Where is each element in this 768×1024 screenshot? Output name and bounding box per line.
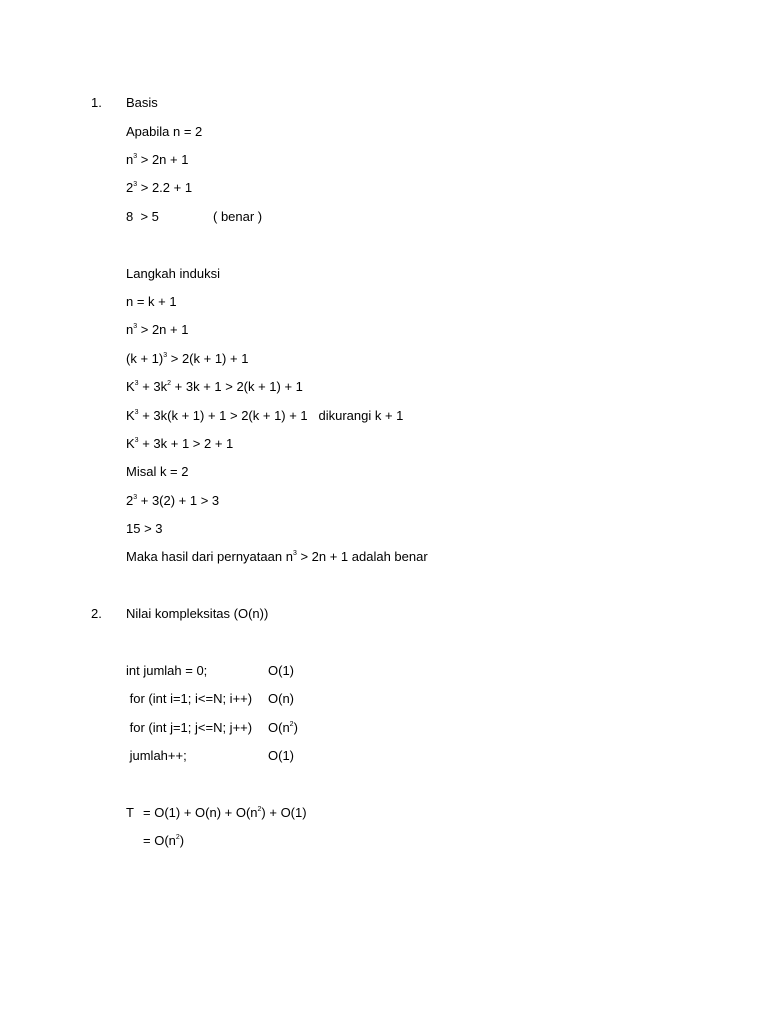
- section-1-title: Basis: [126, 95, 158, 110]
- induction-line-3: $n^3 > 2n + 1$: [126, 322, 189, 337]
- induction-title: Langkah induksi: [126, 266, 220, 281]
- basis-inequality: $n^3 > 2n + 1$: [126, 152, 189, 167]
- total-label: T: [126, 805, 134, 820]
- code-line-1: int jumlah = 0;: [126, 663, 208, 678]
- code-line-2: for (int i=1; i<=N; i++): [126, 691, 253, 706]
- basis-result: 8 > 5: [126, 209, 159, 224]
- section-1-number: 1.: [91, 95, 102, 110]
- induction-line-10: 15 > 3: [126, 521, 163, 536]
- basis-verdict: ( benar ): [213, 209, 263, 224]
- code-line-4: jumlah++;: [126, 748, 187, 763]
- induction-step-n: n = k + 1: [126, 294, 177, 309]
- induction-line-5: $K^3 + 3k^2 + 3k + 1 > 2(k + 1) + 1$: [126, 379, 303, 394]
- code-cost-3: $O(n^2)$: [268, 720, 298, 735]
- total-line-1: = $O(1) + O(n) + O(n^2) + O(1)$: [143, 805, 307, 820]
- induction-line-6: $K^3 + 3k(k + 1) + 1 > 2(k + 1) + 1$ dikurangi k + 1: [126, 408, 404, 423]
- basis-given: Apabila n = 2: [126, 124, 203, 139]
- induction-line-7: $K^3 + 3k + 1 > 2 + 1$: [126, 436, 234, 451]
- induction-line-9: $2^3 + 3(2) + 1 > 3$: [126, 493, 220, 508]
- section-2-title: Nilai kompleksitas (O(n)): [126, 606, 269, 621]
- induction-line-4: $(k + 1)^3 > 2(k + 1) + 1$: [126, 351, 249, 366]
- basis-substituted: $2^3 > 2.2 + 1$: [126, 180, 193, 195]
- code-line-3: for (int j=1; j<=N; j++): [126, 720, 253, 735]
- induction-line-8: Misal k = 2: [126, 464, 189, 479]
- code-cost-1: O(1): [268, 663, 294, 678]
- code-cost-2: O(n): [268, 691, 294, 706]
- induction-conclusion: Maka hasil dari pernyataan $n^3 > 2n + 1$ adalah benar: [126, 549, 428, 564]
- code-cost-4: O(1): [268, 748, 294, 763]
- total-line-2: = $O(n^2)$: [143, 833, 185, 848]
- section-2-number: 2.: [91, 606, 102, 621]
